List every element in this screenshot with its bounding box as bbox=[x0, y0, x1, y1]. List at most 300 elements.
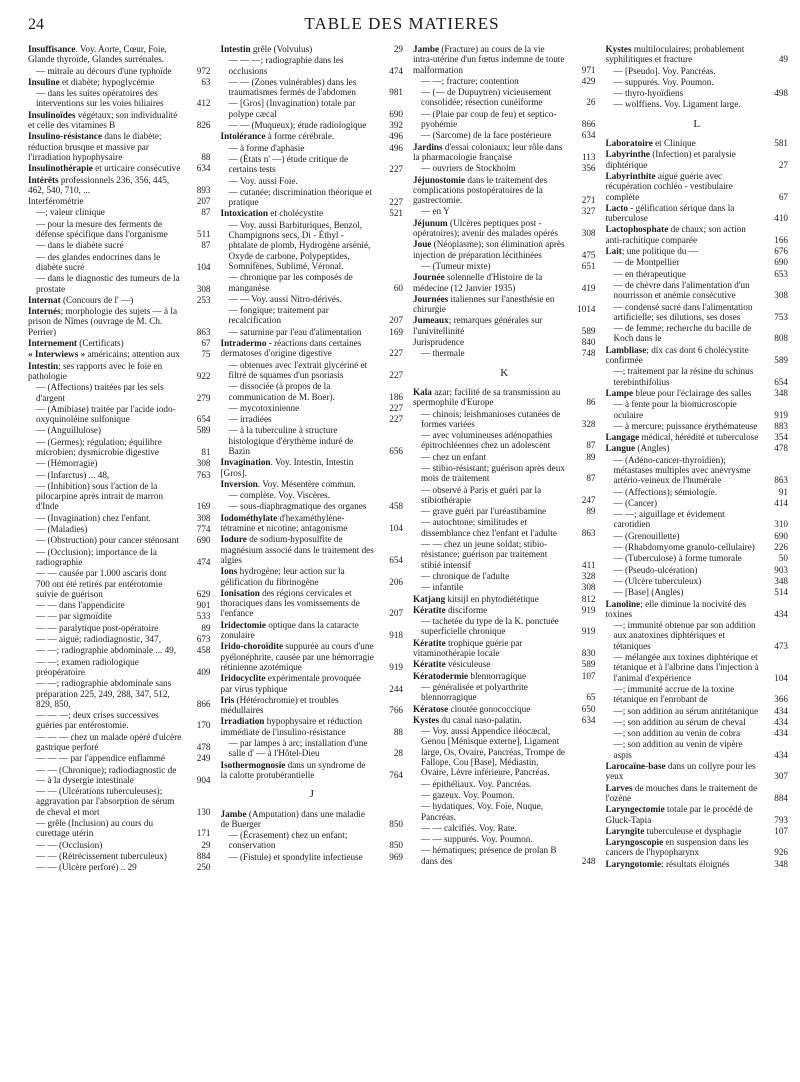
index-entry bbox=[413, 704, 596, 714]
entry-text: — (Anguillulose) bbox=[36, 425, 102, 436]
index-entry bbox=[606, 565, 789, 575]
entry-page: 27 bbox=[778, 159, 788, 170]
entry-page: 67 bbox=[778, 191, 788, 202]
entry-text: — hématiques; présence de prolan B dans des bbox=[421, 845, 557, 866]
entry-page: 104 bbox=[774, 672, 788, 683]
index-entry bbox=[606, 728, 789, 738]
entry-page: 227 bbox=[389, 197, 403, 208]
index-entry bbox=[413, 348, 596, 358]
entry-page: 812 bbox=[581, 593, 596, 604]
index-entry bbox=[413, 801, 596, 822]
entry-page: 88 bbox=[393, 726, 403, 737]
index-entry bbox=[606, 224, 789, 245]
entry-page: 419 bbox=[581, 282, 596, 293]
entry-page: 186 bbox=[389, 391, 403, 402]
entry-page: 919 bbox=[581, 626, 596, 637]
entry-page: 89 bbox=[201, 622, 211, 633]
index-entry bbox=[221, 403, 404, 413]
entry-page: 883 bbox=[774, 420, 788, 431]
entry-text: Langue (Angles) bbox=[605, 443, 670, 454]
entry-text: Invagination. Voy. Intestin, Intestin [Gros]. bbox=[220, 457, 354, 478]
entry-text: —; immunité obtenue par son addition aux anatoxines diphtériques et tétaniques bbox=[613, 620, 756, 651]
entry-text: Lactophosphate de chaux; son action anti-rachitique comparée bbox=[605, 224, 746, 245]
index-column bbox=[28, 44, 211, 1076]
index-entry bbox=[413, 659, 596, 669]
entry-page: 893 bbox=[196, 184, 211, 195]
entry-page: 766 bbox=[389, 705, 403, 716]
index-entry bbox=[606, 66, 789, 76]
index-entry bbox=[221, 695, 404, 716]
entry-text: Jéjunum (Ulcères peptiques post - opératoires); avenir des malades opérés bbox=[413, 217, 558, 239]
entry-text: Kératodermie blennorragique bbox=[413, 670, 527, 681]
entry-page: 87 bbox=[201, 240, 211, 251]
entry-text: Laryngectomie totale par le procédé de Gluck-Tapia bbox=[605, 804, 753, 825]
entry-text: — à la tuberculine à structure histologique d'érythème induré de Bazin bbox=[228, 425, 354, 456]
index-entry bbox=[221, 760, 404, 781]
entry-page: 866 bbox=[196, 698, 211, 709]
entry-text: — pour la mesure des ferments de défense spécifique dans l'organisme bbox=[36, 218, 168, 240]
entry-page: 830 bbox=[581, 648, 596, 659]
index-entry bbox=[221, 305, 404, 326]
entry-text: — — Voy. aussi Nitro-dérivés. bbox=[228, 293, 342, 304]
entry-page: 850 bbox=[389, 818, 403, 829]
entry-text: — (Hémorragie) bbox=[36, 458, 98, 469]
entry-page: 629 bbox=[196, 588, 211, 599]
index-entry bbox=[606, 88, 789, 98]
entry-page: 86 bbox=[586, 397, 596, 408]
entry-page: 250 bbox=[196, 862, 211, 873]
index-entry bbox=[28, 425, 211, 435]
index-entry bbox=[221, 830, 404, 851]
index-entry bbox=[28, 678, 211, 709]
entry-page: 458 bbox=[196, 645, 211, 656]
index-entry bbox=[28, 753, 211, 763]
page-header bbox=[28, 14, 776, 38]
index-entry bbox=[221, 425, 404, 456]
entry-page: 169 bbox=[196, 501, 211, 512]
index-entry bbox=[606, 323, 789, 344]
entry-text: Lanoline; elle diminue la nocivité des toxines bbox=[605, 598, 747, 619]
index-entry bbox=[413, 616, 596, 637]
index-entry bbox=[28, 207, 211, 217]
entry-text: Jambe (Amputation) dans une maladie de Buerger bbox=[220, 808, 365, 829]
index-entry bbox=[28, 88, 211, 109]
index-column bbox=[413, 44, 596, 1076]
index-entry bbox=[221, 457, 404, 478]
entry-page: 474 bbox=[389, 65, 403, 76]
index-entry bbox=[221, 534, 404, 565]
entry-text: Kystes multiloculaires; probablement syphilitiques et fracture bbox=[605, 44, 745, 65]
entry-page: 409 bbox=[196, 666, 211, 677]
entry-text: — — causée par 1.000 ascaris dont 700 ont été retirés par entérotomie suivie de guérison bbox=[36, 568, 167, 599]
entry-page: 926 bbox=[774, 847, 788, 858]
entry-text: — ouvriers de Stockholm bbox=[421, 163, 516, 174]
entry-page: 206 bbox=[389, 576, 403, 587]
entry-text: —; son addition au venin de cobra bbox=[613, 728, 741, 739]
entry-text: Intoxication et cholécystite bbox=[220, 208, 324, 219]
entry-page: 227 bbox=[389, 414, 403, 425]
entry-text: — —; radiographie abdominale ... 49, bbox=[36, 645, 177, 656]
index-entry bbox=[606, 443, 789, 453]
index-entry bbox=[606, 553, 789, 563]
entry-text: Insulinoïdes végétaux; son individualité et celle des vitamines B bbox=[28, 109, 178, 131]
entry-text: — —; fracture; contention bbox=[421, 75, 519, 86]
entry-page: 496 bbox=[389, 131, 403, 142]
index-entry bbox=[413, 87, 596, 108]
entry-page: 589 bbox=[196, 425, 211, 436]
entry-text: — —; aiguillage et évidement carotidien bbox=[613, 509, 725, 530]
index-entry bbox=[28, 657, 211, 678]
index-entry bbox=[606, 804, 789, 825]
index-entry bbox=[606, 366, 789, 387]
entry-text: — — — chez un malade opéré d'ulcère gastrique perforé bbox=[36, 731, 182, 752]
entry-page: 793 bbox=[774, 814, 788, 825]
index-entry bbox=[28, 851, 211, 861]
entry-page: 650 bbox=[581, 703, 596, 714]
index-entry bbox=[28, 361, 211, 382]
entry-page: 366 bbox=[774, 694, 788, 705]
entry-page: 478 bbox=[774, 443, 788, 454]
entry-text: — [Base] (Angles) bbox=[613, 587, 684, 598]
entry-text: —; son addition au sérum de cheval bbox=[613, 716, 746, 727]
index-entry bbox=[28, 219, 211, 240]
index-entry bbox=[606, 542, 789, 552]
entry-page: 113 bbox=[582, 151, 596, 162]
entry-text: Ionisation des régions cervicales et thoraciques dans les vomissements de l'enfance bbox=[220, 587, 360, 619]
entry-text: Laryngotomie; résultats éloignés bbox=[605, 858, 730, 869]
entry-page: 29 bbox=[201, 839, 211, 850]
index-entry bbox=[413, 272, 596, 293]
entry-text: Kératite trophique guérie par vitaminothérapie locale bbox=[413, 637, 523, 659]
entry-page: 808 bbox=[774, 333, 788, 344]
entry-text: Jardins d'essai coloniaux; leur rôle dans la pharmacologie française bbox=[413, 141, 563, 162]
entry-text: — (Grenouillette) bbox=[613, 530, 680, 541]
entry-text: — à mercure; puissance érythémateuse bbox=[613, 420, 758, 431]
entry-page: 308 bbox=[581, 228, 596, 239]
index-entry bbox=[413, 790, 596, 800]
entry-text: — (Ulcère tuberculeux) bbox=[613, 575, 702, 586]
index-entry bbox=[28, 611, 211, 621]
entry-text: — de femme; recherche du bacille de Koch dans le bbox=[613, 323, 752, 344]
entry-page: 67 bbox=[201, 338, 211, 349]
index-entry bbox=[28, 196, 211, 206]
entry-page: 521 bbox=[389, 208, 403, 219]
index-entry bbox=[606, 652, 789, 683]
entry-text: — (Rhabdomyome granulo-cellulaire) bbox=[613, 542, 755, 553]
index-entry bbox=[606, 837, 789, 858]
entry-text: — (Germes); régulation; équilibre microbien; dysmicrobie digestive bbox=[36, 436, 162, 457]
entry-text: — — (Rétrécissement tuberculeux) bbox=[36, 850, 167, 861]
index-entry bbox=[28, 818, 211, 839]
index-entry bbox=[221, 360, 404, 381]
entry-text: Iridocyclite expérimentale provoquée par virus typhique bbox=[220, 673, 361, 694]
entry-text: Lacto - gélification sérique dans la tuberculose bbox=[605, 202, 735, 224]
entry-page: 850 bbox=[389, 840, 403, 851]
entry-page: 654 bbox=[389, 554, 403, 565]
entry-page: 107 bbox=[581, 670, 596, 681]
entry-page: 634 bbox=[581, 714, 596, 725]
entry-page: 498 bbox=[774, 88, 788, 99]
entry-text: Intolérance à forme cérébrale. bbox=[220, 131, 335, 142]
entry-page: 308 bbox=[196, 458, 211, 469]
index-entry bbox=[221, 620, 404, 641]
entry-text: — (— de Dupuytren) vicieusement consolidée; résection cunéiforme bbox=[421, 87, 552, 108]
entry-page: 107 bbox=[774, 825, 788, 836]
entry-text: — dissociée (à propos de la communication de M. Boer). bbox=[228, 381, 335, 402]
entry-text: Insuffisance. Voy. Aorte, Cœur, Foie, Glande thyroïde, Glandes surrénales. bbox=[28, 44, 167, 65]
entry-text: Journées italiennes sur l'anesthésie en chirurgie bbox=[413, 293, 555, 315]
entry-text: — Voy. aussi Barbituriques, Benzol, Champignons secs, Di - Éthyl - phtalate de plomb, Hydrogène arsénié, Oxyde de carbone, Polypeptides, Somnifènes, Sublimé, Véronal. bbox=[228, 219, 371, 271]
index-entry bbox=[606, 859, 789, 869]
entry-page: 249 bbox=[196, 753, 211, 764]
index-entry bbox=[606, 531, 789, 541]
index-entry bbox=[221, 187, 404, 208]
entry-page: 884 bbox=[774, 792, 788, 803]
entry-page: 651 bbox=[581, 260, 596, 271]
index-entry bbox=[221, 272, 404, 293]
index-entry bbox=[606, 706, 789, 716]
entry-text: — (Écrasement) chez un enfant; conservation bbox=[228, 830, 348, 851]
entry-text: — obtenues avec l'extrait glycériné et filtré de squames d'un psoriasis bbox=[228, 359, 368, 380]
entry-page: 130 bbox=[196, 806, 211, 817]
entry-text: — — paralytique post-opératoire bbox=[36, 622, 159, 633]
index-entry bbox=[28, 77, 211, 87]
entry-page: 764 bbox=[389, 769, 403, 780]
entry-page: 434 bbox=[774, 705, 788, 716]
index-entry bbox=[606, 739, 789, 760]
index-entry bbox=[413, 218, 596, 239]
entry-text: — des glandes endocrines dans le diabète sucré bbox=[36, 251, 161, 272]
index-entry bbox=[606, 684, 789, 705]
entry-text: — —; radiographie abdominale sans préparation 225, 249, 288, 347, 512, 829, 850, bbox=[36, 678, 172, 709]
entry-text: Katjang kitsijl en phytodiététique bbox=[413, 593, 539, 604]
entry-page: 28 bbox=[393, 748, 403, 759]
index-entry bbox=[28, 535, 211, 545]
index-entry bbox=[221, 641, 404, 672]
entry-text: — — chez un jeune soldat; stibio-résistance; guérison par traitement stibié intensif bbox=[421, 539, 548, 570]
entry-page: 308 bbox=[196, 283, 211, 294]
entry-text: Iris (Hétérochromie) et troubles médullaires bbox=[220, 694, 339, 716]
entry-page: 166 bbox=[774, 234, 788, 245]
entry-page: 474 bbox=[196, 556, 211, 567]
entry-text: — Voy. aussi Appendice iléocæcal, Genou [Ménisque externe], Ligament large, Os, Ovaire, Pancréas, Trompe de Fallope, Cou [Base], Médiastin, Ovaire, Lèvre inférieure, Pancréas. bbox=[421, 726, 565, 778]
index-entry bbox=[28, 295, 211, 305]
entry-page: 589 bbox=[774, 355, 788, 366]
entry-page: 26 bbox=[586, 97, 596, 108]
entry-text: Ions hydrogène; leur action sur la gélification du fibrinogène bbox=[220, 566, 345, 587]
entry-text: Langage médical, hérédité et tuberculose bbox=[605, 432, 759, 443]
entry-page: 514 bbox=[774, 587, 788, 598]
entry-page: 75 bbox=[201, 349, 211, 360]
index-entry bbox=[606, 498, 789, 508]
index-entry bbox=[413, 571, 596, 581]
index-entry bbox=[221, 327, 404, 337]
index-entry bbox=[606, 620, 789, 651]
index-entry bbox=[413, 779, 596, 789]
index-entry bbox=[413, 239, 596, 260]
entry-page: 589 bbox=[581, 325, 596, 336]
index-entry bbox=[606, 171, 789, 202]
entry-text: Jambe (Fracture) au cours de la vie intra-utérine d'un fœtus indemne de toute malformation bbox=[413, 44, 565, 75]
index-entry bbox=[221, 566, 404, 587]
entry-text: — (Pseudo-ulcération) bbox=[613, 564, 698, 575]
entry-text: Insulino-résistance dans le diabète; réduction brusque et massive par l'irradiation hypophysaire bbox=[28, 131, 162, 162]
index-entry bbox=[606, 432, 789, 442]
index-entry bbox=[28, 458, 211, 468]
entry-page: 348 bbox=[774, 858, 788, 869]
index-entry bbox=[606, 388, 789, 398]
entry-text: Laryngoscopie en suspension dans les cancers de l'hypopharynx bbox=[605, 837, 749, 858]
entry-page: 63 bbox=[201, 76, 211, 87]
index-entry bbox=[413, 517, 596, 538]
entry-text: Labyrinthe (Infection) et paralysie diphtérique bbox=[605, 149, 736, 170]
index-entry bbox=[413, 76, 596, 86]
entry-page: 310 bbox=[774, 519, 788, 530]
entry-page: 748 bbox=[581, 348, 596, 359]
entry-text: — mélangée aux toxines diphtérique et tétanique et à l'albrine dans l'injection à l'animal d'expérience bbox=[613, 652, 759, 683]
index-entry bbox=[221, 513, 404, 534]
entry-page: 690 bbox=[774, 257, 788, 268]
entry-text: —; immunité accrue de la toxine tétanique en l'enrobant de bbox=[613, 683, 735, 705]
entry-text: — infantile bbox=[421, 582, 464, 593]
index-entry bbox=[221, 44, 404, 54]
index-entry bbox=[413, 175, 596, 206]
entry-page: 434 bbox=[774, 608, 788, 619]
entry-page: 511 bbox=[197, 229, 211, 240]
index-entry bbox=[28, 349, 211, 359]
entry-page: 496 bbox=[389, 142, 403, 153]
entry-page: 89 bbox=[586, 506, 596, 517]
entry-text: —; traitement par la résine du schinus terebinthifolius bbox=[613, 366, 754, 387]
entry-text: Irradiation hypophysaire et réduction immédiate de l'insulino-résistance bbox=[220, 716, 363, 737]
index-entry bbox=[28, 862, 211, 872]
section-letter: J bbox=[309, 788, 314, 801]
index-entry bbox=[28, 645, 211, 655]
entry-text: Labyrinthite aiguë guérie avec récupération cochléo - vestibulaire complète bbox=[605, 170, 733, 202]
entry-page: 328 bbox=[581, 418, 596, 429]
index-entry bbox=[413, 638, 596, 659]
index-entry bbox=[413, 594, 596, 604]
entry-text: — épithéliaux. Voy. Pancréas. bbox=[421, 778, 532, 789]
entry-text: —; son addition au venin de vipère aspis bbox=[613, 739, 743, 760]
index-entry bbox=[413, 715, 596, 725]
index-entry bbox=[28, 66, 211, 76]
index-columns bbox=[28, 44, 788, 1076]
entry-text: — en thérapeutique bbox=[613, 268, 686, 279]
entry-page: 676 bbox=[774, 246, 788, 257]
index-entry bbox=[413, 44, 596, 75]
entry-page: 328 bbox=[581, 570, 596, 581]
entry-page: 104 bbox=[196, 261, 211, 272]
entry-text: Lait; une politique du — bbox=[605, 246, 698, 257]
entry-page: 207 bbox=[389, 608, 403, 619]
entry-text: Irido-choroïdite suppurée au cours d'une pyélonéphrite, causée par une hémorragie rétinienne azotémique bbox=[220, 641, 374, 672]
index-entry bbox=[221, 588, 404, 619]
entry-page: 248 bbox=[581, 855, 596, 866]
index-entry bbox=[606, 280, 789, 301]
index-entry bbox=[606, 99, 789, 109]
entry-page: 981 bbox=[389, 87, 403, 98]
entry-text: — (Sarcome) de la face postérieure bbox=[421, 130, 552, 141]
index-entry bbox=[28, 240, 211, 250]
index-entry bbox=[28, 338, 211, 348]
entry-text: — —; examen radiologique préopératoire bbox=[36, 656, 139, 677]
index-entry bbox=[606, 455, 789, 486]
entry-page: 348 bbox=[774, 387, 788, 398]
entry-page: 29 bbox=[393, 44, 403, 54]
index-entry bbox=[28, 44, 211, 65]
index-entry bbox=[221, 809, 404, 830]
entry-page: 863 bbox=[196, 326, 211, 337]
entry-text: — — —; radiographie dans les occlusions bbox=[228, 55, 344, 76]
entry-text: — (Inhibition) sous l'action de la pilocarpine après intrait de marron d'Inde bbox=[36, 480, 164, 512]
entry-page: 919 bbox=[581, 604, 596, 615]
entry-page: 170 bbox=[196, 720, 211, 731]
entry-text: — par lampes à arc; installation d'une salle d' — à l'Hôtel-Dieu bbox=[228, 738, 368, 759]
index-entry bbox=[606, 203, 789, 224]
entry-page: 227 bbox=[389, 348, 403, 359]
entry-text: — (Amibiase) traitée par l'acide iodo-oxyquinoléine sulfonique bbox=[36, 403, 176, 425]
index-entry bbox=[606, 138, 789, 148]
entry-text: — wolffiens. Voy. Ligament large. bbox=[613, 99, 741, 110]
entry-page: 863 bbox=[581, 527, 596, 538]
index-entry bbox=[221, 294, 404, 304]
entry-page: 1014 bbox=[577, 304, 596, 315]
entry-page: 171 bbox=[196, 828, 211, 839]
entry-text: — chronique par les composés de manganèse bbox=[228, 272, 353, 293]
entry-text: Iodométhylate d'hexaméthylène-tétramine et nicotine; antagonisme bbox=[220, 512, 348, 534]
section-letter: K bbox=[500, 366, 509, 379]
index-entry bbox=[28, 568, 211, 599]
entry-page: 411 bbox=[582, 559, 596, 570]
entry-text: — stibio-résistant; guérison après deux mois de traitement bbox=[421, 463, 565, 484]
index-entry bbox=[606, 302, 789, 323]
index-entry bbox=[221, 77, 404, 98]
index-entry bbox=[413, 463, 596, 484]
index-entry bbox=[413, 337, 596, 347]
entry-text: — thyro-hyoïdiens bbox=[613, 88, 684, 99]
index-entry bbox=[606, 77, 789, 87]
entry-page: 971 bbox=[581, 64, 596, 75]
index-entry bbox=[606, 587, 789, 597]
entry-text: — — (Zones vulnérables) dans les traumatismes fermés de l'abdomen bbox=[228, 76, 357, 98]
entry-text: Intradermo - réactions dans certaines dermatoses d'origine digestive bbox=[220, 338, 362, 359]
entry-text: —; son addition au sérum antitétanique bbox=[613, 705, 759, 716]
index-entry bbox=[28, 273, 211, 294]
index-entry bbox=[28, 110, 211, 131]
entry-text: — (Fistule) et spondylite infectieuse bbox=[228, 851, 363, 862]
index-entry bbox=[221, 154, 404, 175]
entry-text: Intestin grêle (Volvulus) bbox=[220, 44, 313, 54]
entry-text: — — dans l'appendicite bbox=[36, 600, 125, 611]
entry-text: Jumeaux; remarques générales sur l'univitellinité bbox=[413, 315, 543, 336]
index-entry bbox=[413, 163, 596, 173]
entry-page: 308 bbox=[774, 290, 788, 301]
index-entry bbox=[606, 509, 789, 530]
entry-text: Iridectomie optique dans la cataracte zonulaire bbox=[220, 619, 359, 641]
index-entry bbox=[28, 547, 211, 568]
entry-page: 354 bbox=[774, 432, 788, 443]
index-entry bbox=[28, 710, 211, 731]
index-entry bbox=[28, 600, 211, 610]
index-entry bbox=[28, 382, 211, 403]
entry-text: — (Plaie par coup de feu) et septico-pyohémie bbox=[421, 108, 557, 130]
entry-page: 919 bbox=[389, 661, 403, 672]
entry-text: — autochtone; similitudes et dissemblance chez l'enfant et l'adulte bbox=[421, 517, 557, 538]
index-column bbox=[606, 44, 789, 1076]
section-letter: L bbox=[693, 117, 701, 130]
entry-page: 654 bbox=[774, 376, 788, 387]
